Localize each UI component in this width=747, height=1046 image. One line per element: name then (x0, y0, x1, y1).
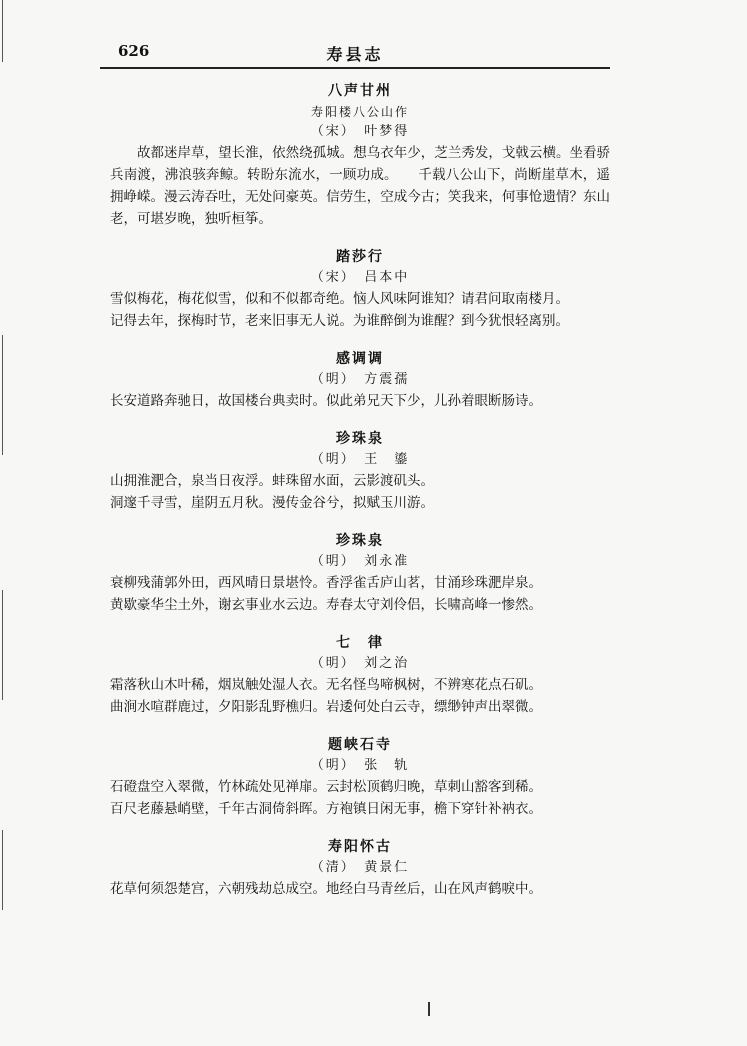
poem-author: （宋） 吕本中 (310, 270, 410, 285)
poem-line: 长安道路奔驰日，故国楼台典卖时。似此弟兄天下少，儿孙着眼断肠诗。 (110, 393, 542, 409)
poem-title: 感调调 (336, 351, 384, 367)
scan-edge-line (2, 590, 3, 700)
poem-author: （明） 王 鎏 (310, 452, 410, 467)
poem-block (110, 836, 610, 900)
poem-line: 衰柳残蒲郭外田，西风晴日景堪怜。香浮雀舌庐山茗，甘涌珍珠淝岸泉。 (110, 575, 542, 591)
poem-list (110, 80, 610, 916)
poem-block (110, 348, 610, 412)
poem-block (110, 428, 610, 514)
poem-title: 珍珠泉 (336, 431, 384, 447)
running-title: 寿县志 (326, 45, 384, 64)
poem-block (110, 530, 610, 616)
page-number: 626 (118, 42, 150, 60)
poem-author: （明） 刘之治 (310, 656, 410, 671)
poem-line: 霜落秋山木叶稀，烟岚触处湿人衣。无名怪鸟啼枫树，不辨寒花点石矶。 (110, 677, 542, 693)
poem-author: （宋） 叶梦得 (310, 124, 410, 139)
poem-author: （明） 张 轨 (310, 758, 410, 773)
poem-line: 黄歇豪华尘土外，谢玄事业水云边。寿春太守刘伶侣，长啸高峰一惨然。 (110, 597, 542, 613)
poem-author: （清） 黄景仁 (310, 860, 410, 875)
poem-line: 山拥淮淝合，泉当日夜浮。蚌珠留水面，云影渡矶头。 (110, 473, 434, 489)
poem-line: 百尺老藤悬峭壁，千年古洞倚斜晖。方袍镇日闲无事，檐下穿针补衲衣。 (110, 801, 542, 817)
poem-author: （明） 方震孺 (310, 372, 410, 387)
scan-edge-line (2, 830, 3, 910)
scan-edge-line (2, 0, 3, 62)
poem-line: 石磴盘空入翠微，竹林疏处见禅扉。云封松顶鹤归晚，草刺山豁客到稀。 (110, 779, 542, 795)
scan-edge-line (2, 335, 3, 455)
poem-line: 雪似梅花，梅花似雪，似和不似都奇绝。恼人风味阿谁知？请君问取南楼月。 (110, 291, 569, 307)
poem-line: 洞邃千寻雪，崖阴五月秋。漫传金谷兮，拟赋玉川游。 (110, 495, 434, 511)
poem-line: 故都迷岸草，望长淮，依然绕孤城。想乌衣年少，芝兰秀发，戈戟云横。坐看骄兵南渡，沸浪骇奔鲸。转盼东流水，一顾功成。 千载八公山下，尚断崖草木，遥拥峥嵘。漫云涛吞吐，无处问豪英。信劳生，空成今古；笑我来，何事怆遗情？东山老，可堪岁晚，独听桓筝。 (110, 145, 610, 227)
poem-block (110, 80, 610, 230)
poem-line: 记得去年，探梅时节，老来旧事无人说。为谁醉倒为谁醒？到今犹恨轻离别。 (110, 313, 569, 329)
page-header (100, 42, 610, 64)
poem-title: 寿阳怀古 (328, 839, 392, 855)
poem-line: 花草何须怨楚宫，六朝残劫总成空。地经白马青丝后，山在风声鹤唳中。 (110, 881, 542, 897)
footer-mark (428, 1002, 430, 1016)
poem-block (110, 632, 610, 718)
poem-title: 珍珠泉 (336, 533, 384, 549)
poem-title: 八声甘州 (328, 83, 392, 99)
poem-title: 踏莎行 (336, 249, 384, 265)
poem-title: 题峡石寺 (328, 737, 392, 753)
poem-author: （明） 刘永准 (310, 554, 410, 569)
poem-block (110, 734, 610, 820)
poem-block (110, 246, 610, 332)
header-rule (100, 67, 610, 69)
poem-subtitle: 寿阳楼八公山作 (310, 105, 409, 119)
poem-title: 七 律 (336, 635, 384, 651)
poem-line: 曲涧水喧群鹿过，夕阳影乱野樵归。岩逶何处白云寺，缥缈钟声出翠微。 (110, 699, 542, 715)
